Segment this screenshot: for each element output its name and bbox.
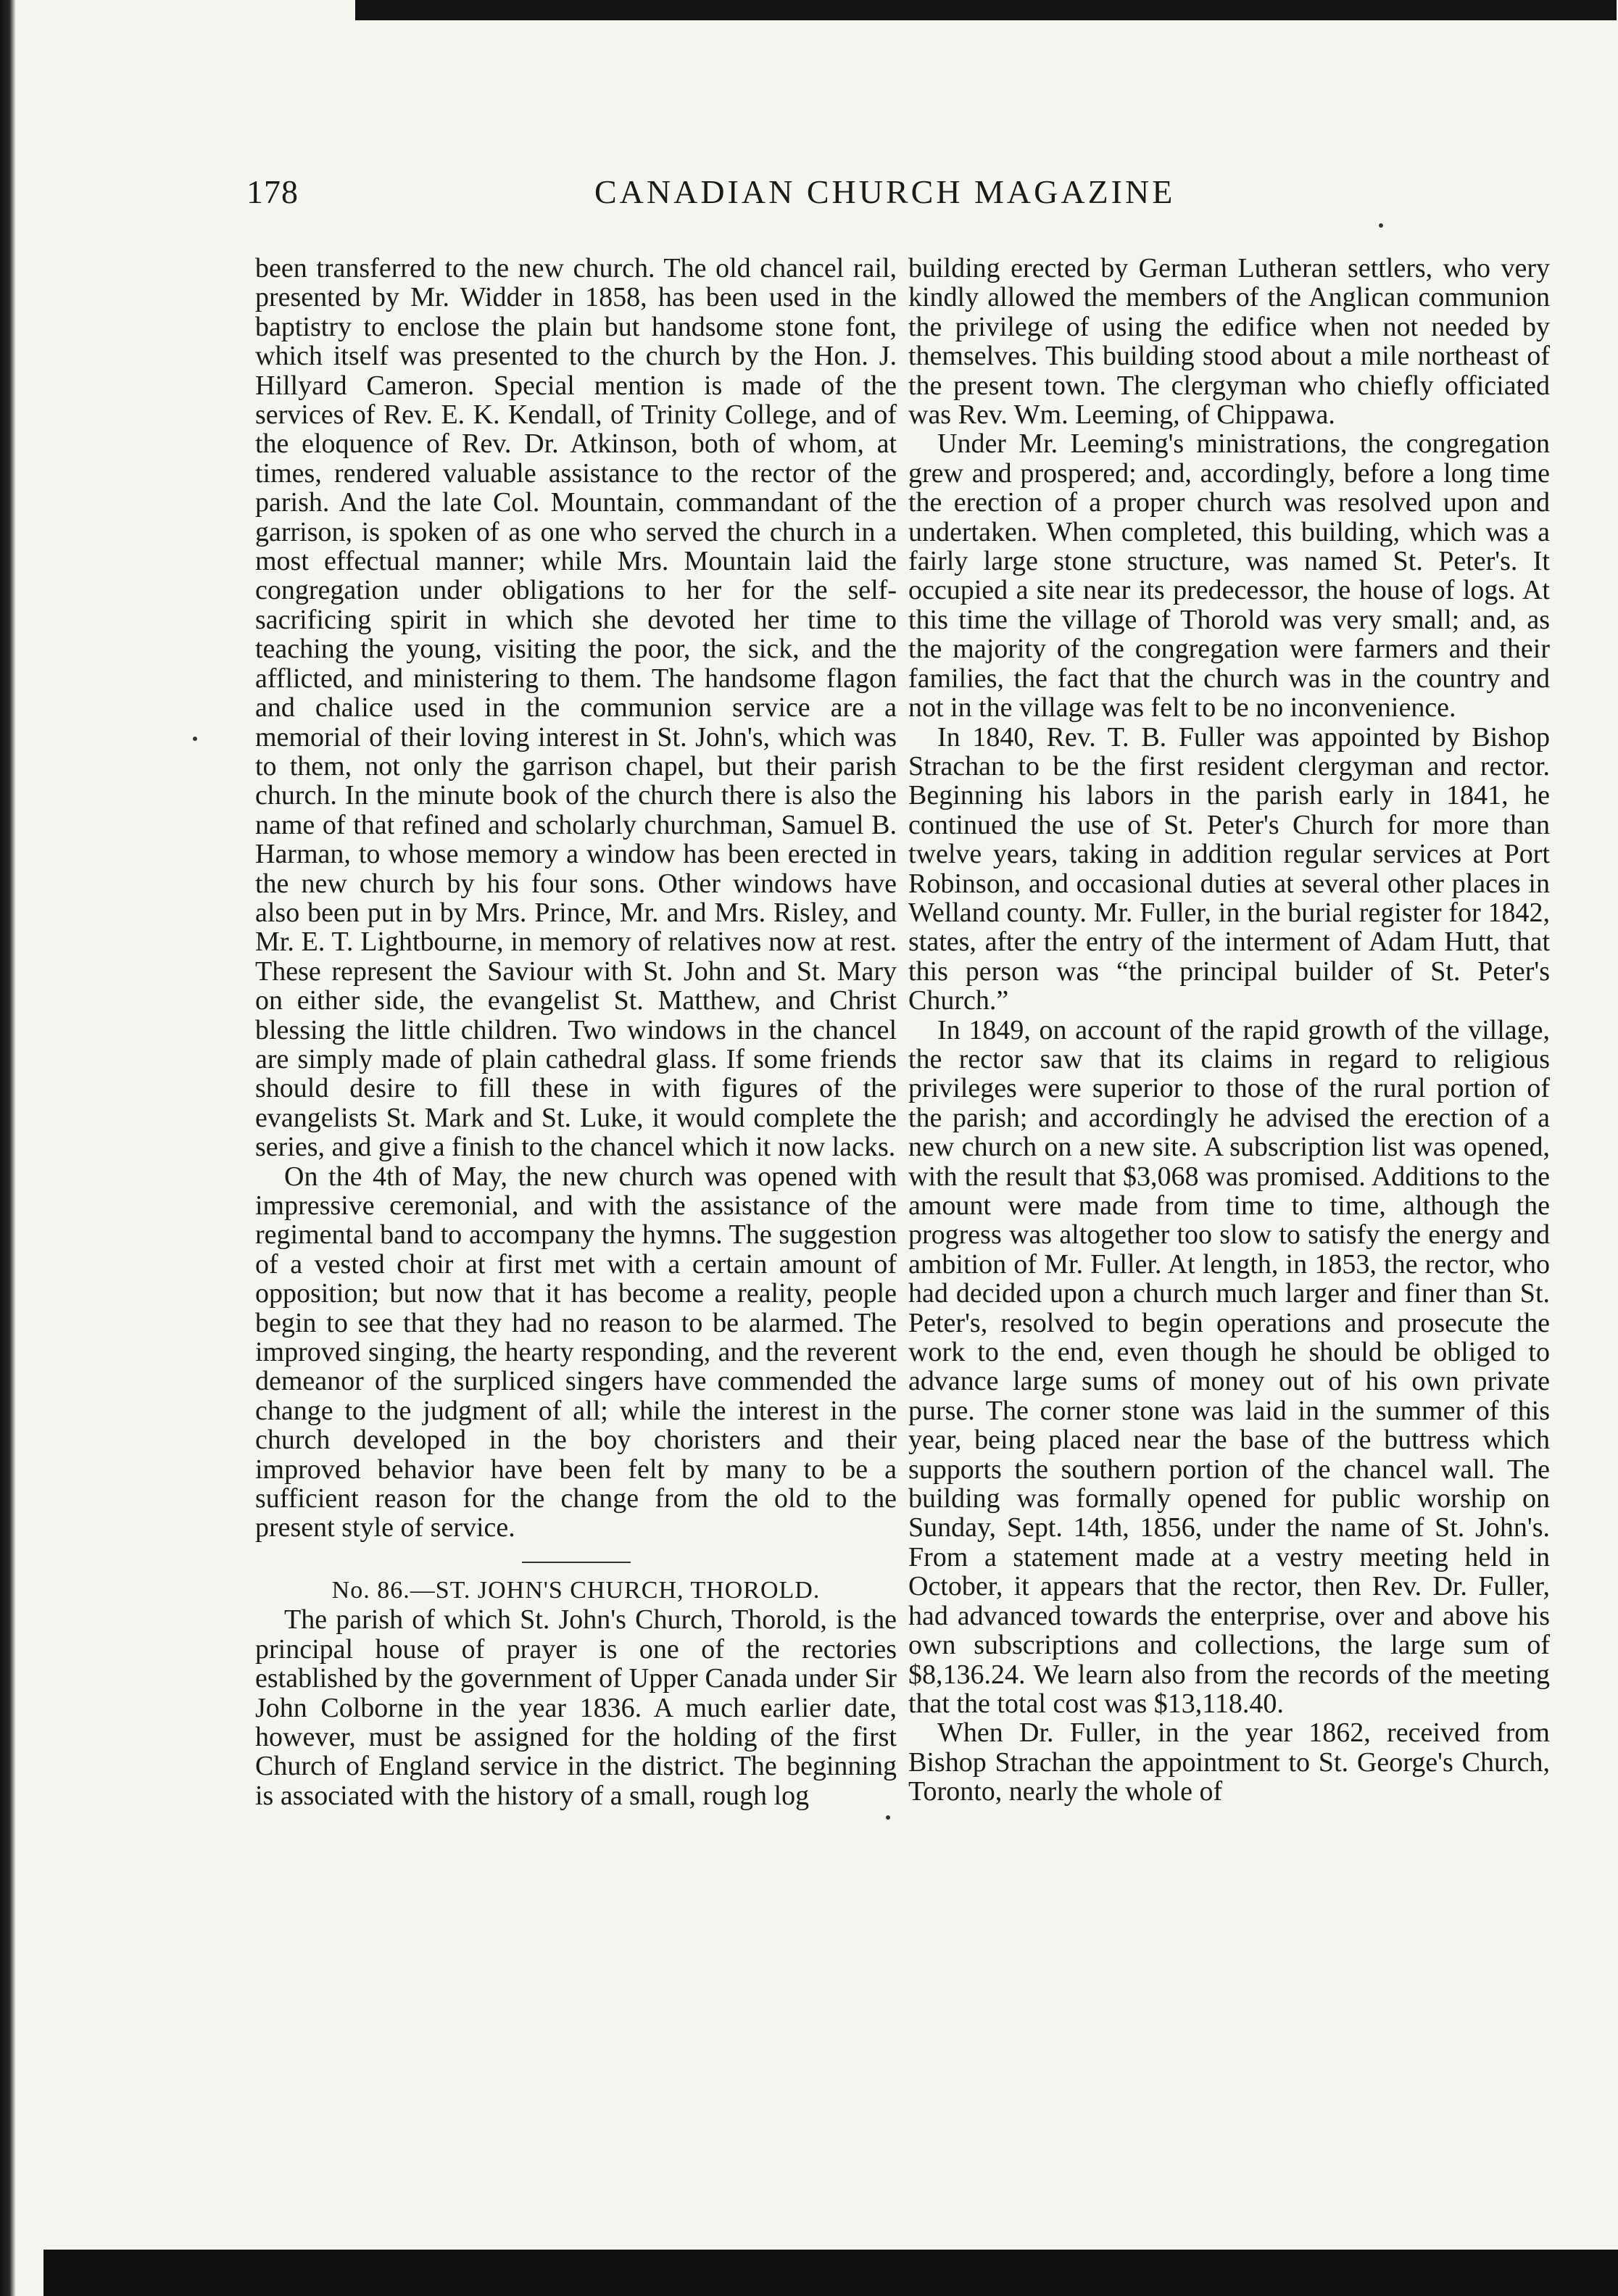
scan-speck	[1379, 223, 1383, 228]
scan-border-top	[355, 0, 1617, 20]
paragraph: been transferred to the new church. The old chancel rail, presented by Mr. Widder in 1858, has been used in the baptistry to enclose the plain but handsome stone font, which itself was presented to the church by the Hon. J. Hillyard Cameron. Special mention is made of the services of Rev. E. K. Kendall, of Trinity College, and of the eloquence of Rev. Dr. Atkinson, both of whom, at times, rendered valuable assistance to the rector of the parish. And the late Col. Mountain, commandant of the garrison, is spoken of as one who served the church in a most effectual manner; while Mrs. Mountain laid the congregation under obligations to her for the self-sacrificing spirit in which she devoted her time to teaching the young, visiting the poor, the sick, and the afflicted, and ministering to them. The handsome flagon and chalice used in the communion service are a memorial of their loving interest in St. John's, which was to them, not only the garrison chapel, but their parish church. In the minute book of the church there is also the name of that refined and scholarly churchman, Samuel B. Harman, to whose memory a window has been erected in the new church by his four sons. Other windows have also been put in by Mrs. Prince, Mr. and Mrs. Risley, and Mr. E. T. Lightbourne, in memory of relatives now at rest. These represent the Saviour with St. John and St. Mary on either side, the evangelist St. Matthew, and Christ blessing the little children. Two windows in the chancel are simply made of plain cathedral glass. If some friends should desire to fill these in with figures of the evangelists St. Mark and St. Luke, it would complete the series, and give a finish to the chancel which it now lacks.	[255, 253, 897, 1163]
section-divider	[522, 1562, 631, 1563]
scan-speck	[193, 737, 197, 741]
scan-border-bottom	[43, 2250, 1618, 2296]
paragraph: In 1849, on account of the rapid growth of the village, the rector saw that its claims in regard to religious privileges were superior to those of the rural portion of the parish; and accordingly he advised the erection of a new church on a new site. A subscription list was opened, with the result that $3,068 was promised. Additions to the amount were made from time to time, although the progress was altogether too slow to satisfy the energy and ambition of Mr. Fuller. At length, in 1853, the rector, who had decided upon a church much larger and finer than St. Peter's, resolved to begin operations and prosecute the work to the end, even though he should be obliged to advance large sums of money out of his own private purse. The corner stone was laid in the summer of this year, being placed near the base of the buttress which supports the southern portion of the chancel wall. The building was formally opened for public worship on Sunday, Sept. 14th, 1856, under the name of St. John's. From a statement made at a vestry meeting held in October, it appears that the rector, then Rev. Dr. Fuller, had advanced towards the enterprise, over and above his own subscriptions and collections, the large sum of $8,136.24. We learn also from the records of the meeting that the total cost was $13,118.40.	[908, 1014, 1550, 1719]
page-header	[246, 173, 1493, 216]
page-number: 178	[246, 173, 299, 210]
paragraph: When Dr. Fuller, in the year 1862, received from Bishop Strachan the appointment to St. George's Church, Toronto, nearly the whole of	[908, 1717, 1550, 1807]
right-column	[908, 254, 1550, 1807]
paragraph: On the 4th of May, the new church was opened with impressive ceremonial, and with the assistance of the regimental band to accompany the hymns. The suggestion of a vested choir at first met with a certain amount of opposition; but now that it has become a reality, people begin to see that they had no reason to be alarmed. The improved singing, the hearty responding, and the reverent demeanor of the surpliced singers have commended the change to the judgment of all; while the interest in the church developed in the boy choristers and their improved behavior have been felt by many to be a sufficient reason for the change from the old to the present style of service.	[255, 1161, 897, 1543]
running-title: CANADIAN CHURCH MAGAZINE	[594, 173, 1176, 210]
paragraph: The parish of which St. John's Church, Thorold, is the principal house of prayer is one of the rectories established by the government of Upper Canada under Sir John Colborne in the year 1836. A much earlier date, however, must be assigned for the holding of the first Church of England service in the district. The beginning is associated with the history of a small, rough log	[255, 1604, 897, 1811]
paragraph: In 1840, Rev. T. B. Fuller was appointed by Bishop Strachan to be the first resident clergyman and rector. Beginning his labors in the parish early in 1841, he continued the use of St. Peter's Church for more than twelve years, taking in addition regular services at Port Robinson, and occasional duties at several other places in Welland county. Mr. Fuller, in the burial register for 1842, states, after the entry of the interment of Adam Hutt, that this person was “the principal builder of St. Peter's Church.”	[908, 721, 1550, 1016]
paragraph: Under Mr. Leeming's ministrations, the congregation grew and prospered; and, accordingly, before a long time the erection of a proper church was resolved upon and undertaken. When completed, this building, which was a fairly large stone structure, was named St. Peter's. It occupied a site near its predecessor, the house of logs. At this time the village of Thorold was very small; and, as the majority of the congregation were farmers and their families, the fact that the church was in the country and not in the village was felt to be no inconvenience.	[908, 428, 1550, 724]
scan-border-left	[0, 0, 16, 2296]
paragraph: building erected by German Lutheran settlers, who very kindly allowed the members of the Anglican communion the privilege of using the edifice when not needed by themselves. This building stood about a mile northeast of the present town. The clergyman who chiefly officiated was Rev. Wm. Leeming, of Chippawa.	[908, 253, 1550, 431]
scan-speck	[886, 1815, 890, 1820]
left-column	[255, 254, 897, 1810]
section-title: No. 86.—ST. JOHN'S CHURCH, THOROLD.	[331, 1576, 821, 1604]
